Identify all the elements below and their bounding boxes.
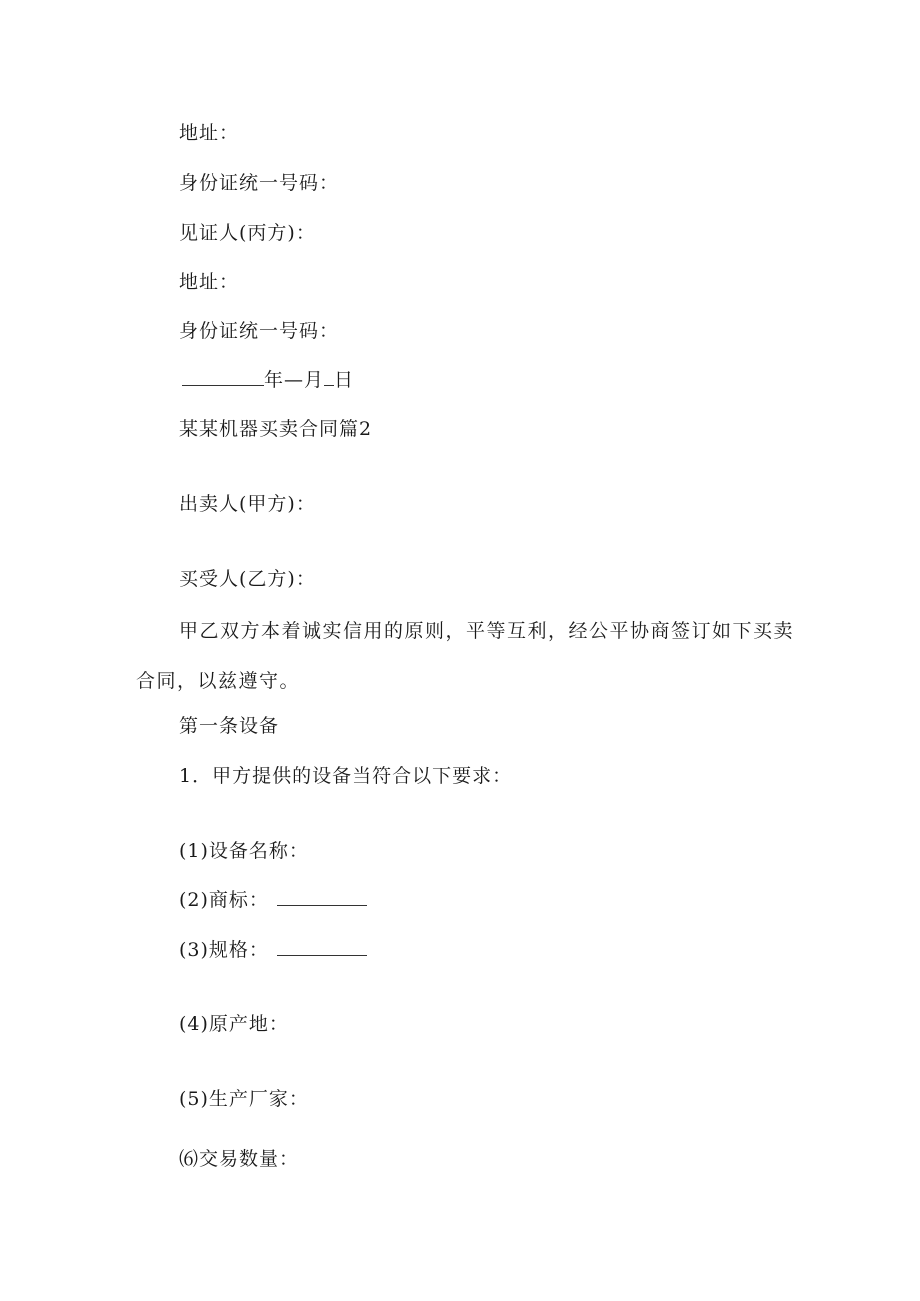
requirement-intro: 1．甲方提供的设备当符合以下要求： (179, 765, 513, 787)
contract-title: 某某机器买卖合同篇2 (179, 418, 373, 440)
party-b-address-label: 地址： (179, 122, 240, 144)
article-1-title: 第一条设备 (179, 715, 280, 737)
item-quantity: ⑹交易数量： (179, 1148, 300, 1170)
signing-date (182, 371, 354, 390)
witness-label: 见证人(丙方)： (179, 222, 316, 244)
item-manufacturer: (5)生产厂家： (179, 1088, 309, 1110)
trademark-blank (277, 905, 367, 906)
seller-label: 出卖人(甲方)： (179, 493, 316, 515)
item-equipment-name: (1)设备名称： (179, 840, 309, 862)
item-trademark-row (179, 891, 367, 910)
witness-address-label: 地址： (179, 271, 240, 293)
day-blank (324, 385, 334, 386)
date-dash: — (284, 369, 305, 391)
year-label: 年 (264, 369, 285, 391)
day-label: 日 (334, 369, 355, 391)
item-origin: (4)原产地： (179, 1013, 289, 1035)
item-trademark: (2)商标： (179, 889, 269, 911)
item-spec: (3)规格： (179, 939, 269, 961)
buyer-label: 买受人(乙方)： (179, 568, 316, 590)
preamble-paragraph: 甲乙双方本着诚实信用的原则，平等互利，经公平协商签订如下买卖合同，以兹遵守。 (136, 620, 795, 692)
witness-id-label: 身份证统一号码： (179, 320, 340, 342)
month-label: 月 (304, 369, 325, 391)
spec-blank (277, 955, 367, 956)
item-spec-row (179, 941, 367, 960)
party-b-id-label: 身份证统一号码： (179, 172, 340, 194)
year-blank (182, 385, 264, 386)
